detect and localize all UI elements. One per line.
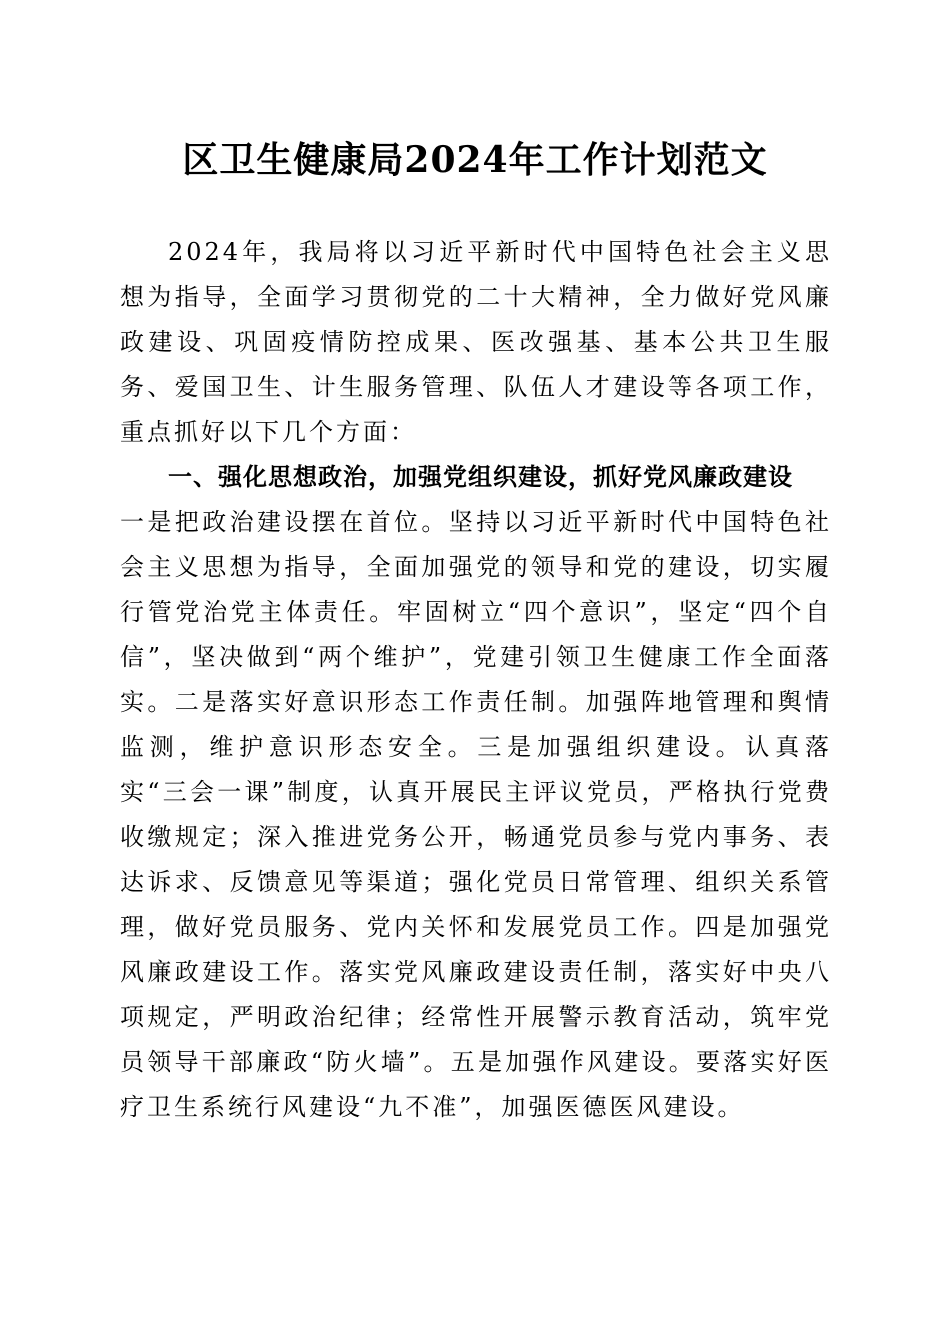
intro-paragraph: 2024年，我局将以习近平新时代中国特色社会主义思想为指导，全面学习贯彻党的二十大精神，全力做好党风廉政建设、巩固疫情防控成果、医改强基、基本公共卫生服务、爱国卫生、计生服务管理、队伍人才建设等各项工作，重点抓好以下几个方面： [120, 238, 832, 446]
document-body [120, 230, 832, 1130]
section-1-body: 一是把政治建设摆在首位。坚持以习近平新时代中国特色社会主义思想为指导，全面加强党的领导和党的建设，切实履行管党治党主体责任。牢固树立“四个意识”，坚定“四个自信”，坚决做到“两个维护”，党建引领卫生健康工作全面落实。二是落实好意识形态工作责任制。加强阵地管理和舆情监测，维护意识形态安全。三是加强组织建设。认真落实“三会一课”制度，认真开展民主评议党员，严格执行党费收缴规定；深入推进党务公开，畅通党员参与党内事务、表达诉求、反馈意见等渠道；强化党员日常管理、组织关系管理，做好党员服务、党内关怀和发展党员工作。四是加强党风廉政建设工作。落实党风廉政建设责任制，落实好中央八项规定，严明政治纪律；经常性开展警示教育活动，筑牢党员领导干部廉政“防火墙”。五是加强作风建设。要落实好医疗卫生系统行风建设“九不准”，加强医德医风建设。 [120, 508, 832, 1121]
document-title: 区卫生健康局2024年工作计划范文 [182, 139, 768, 181]
section-heading-1: 一、强化思想政治，加强党组织建设，抓好党风廉政建设 [168, 463, 793, 491]
